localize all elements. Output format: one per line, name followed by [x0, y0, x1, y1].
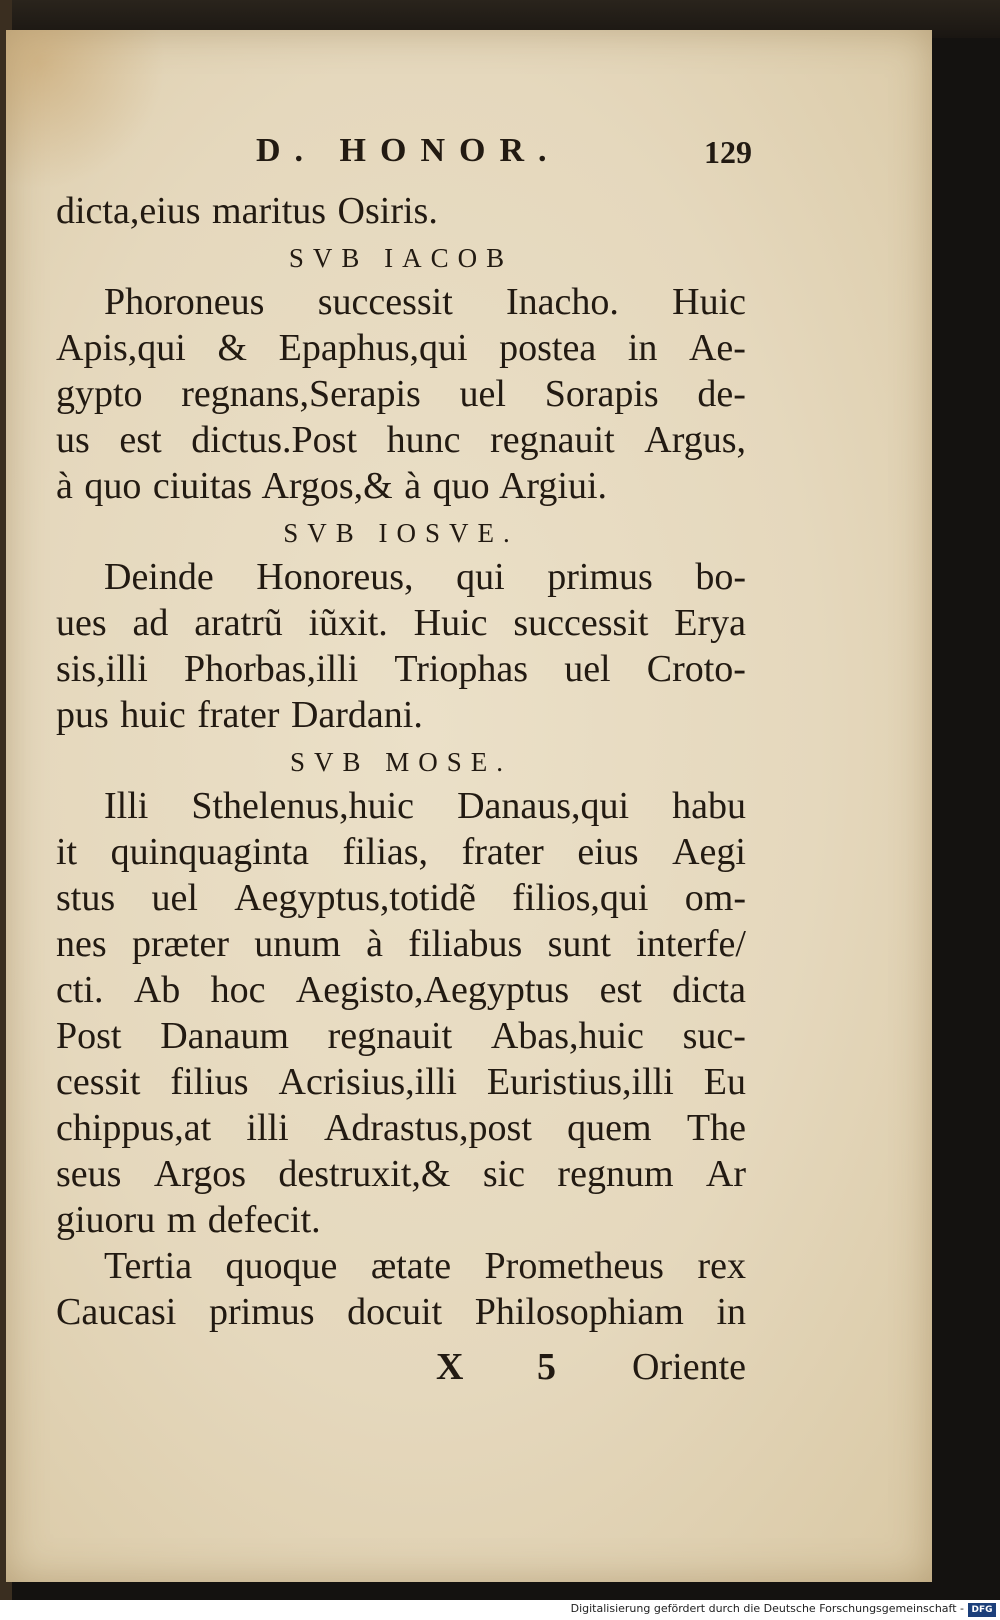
section-heading: SVB MOSE. [289, 747, 513, 777]
text-line: dicta,eius maritus Osiris. [56, 190, 438, 232]
text-line: us est dictus.Post hunc regnauit Argus, [56, 419, 746, 461]
dfg-logo: DFG [968, 1603, 996, 1617]
text-line: giuoru m defecit. [56, 1199, 321, 1241]
text-line: ues ad aratrũ iũxit. Huic successit Erya [56, 602, 746, 644]
text-line: Deinde Honoreus, qui primus bo- [104, 556, 746, 598]
digitization-credit-bar [0, 1600, 1000, 1620]
text-line: Apis,qui & Epaphus,qui postea in Ae- [56, 327, 746, 369]
text-line: Caucasi primus docuit Philosophiam in [56, 1291, 746, 1333]
text-line: cti. Ab hoc Aegisto,Aegyptus est dicta [56, 969, 746, 1011]
text-line: Phoroneus successit Inacho. Huic [104, 281, 746, 323]
text-line: it quinquaginta filias, frater eius Aegi [56, 831, 746, 873]
running-head [56, 132, 752, 182]
text-line: Illi Sthelenus,huic Danaus,qui habu [104, 785, 746, 827]
text-line: gypto regnans,Serapis uel Sorapis de- [56, 373, 746, 415]
text-line: sis,illi Phorbas,illi Triophas uel Croto- [56, 648, 746, 690]
book-page [6, 30, 932, 1582]
credit-text: Digitalisierung gefördert durch die Deutsche Forschungsgemeinschaft - [570, 1602, 964, 1615]
section-heading: SVB IACOB [288, 243, 514, 273]
header-title: D. HONOR. [256, 132, 561, 169]
text-line: stus uel Aegyptus,totidẽ filios,qui om- [56, 877, 746, 919]
text-line: à quo ciuitas Argos,& à quo Argiui. [56, 465, 608, 507]
text-line: Tertia quoque ætate Prometheus rex [104, 1245, 746, 1287]
text-line: Post Danaum regnauit Abas,huic suc- [56, 1015, 746, 1057]
page-number: 129 [704, 134, 752, 170]
text-line: seus Argos destruxit,& sic regnum Ar [56, 1153, 746, 1195]
section-heading: SVB IOSVE. [283, 518, 519, 548]
signature-mark: X 5 [436, 1346, 588, 1388]
text-line: cessit filius Acrisius,illi Euristius,illi Eu [56, 1061, 746, 1103]
text-block [56, 30, 752, 1582]
text-line: chippus,at illi Adrastus,post quem The [56, 1107, 746, 1149]
text-line: nes præter unum à filiabus sunt interfe/ [56, 923, 746, 965]
text-line: pus huic frater Dardani. [56, 694, 423, 736]
catchword: Oriente [632, 1346, 746, 1388]
page-footer [56, 1345, 746, 1395]
